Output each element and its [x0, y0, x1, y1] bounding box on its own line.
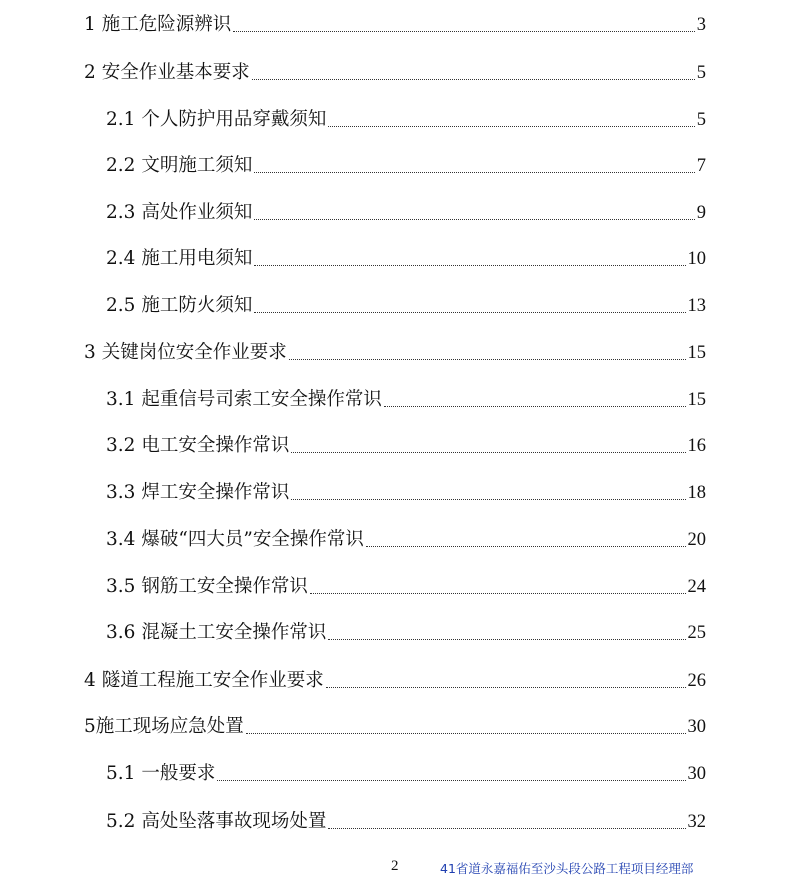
toc-entry-title: 混凝土工安全操作常识: [141, 622, 327, 643]
toc-entry-title: 施工防火须知: [141, 295, 253, 316]
toc-entry-title: 起重信号司索工安全操作常识: [141, 389, 382, 410]
toc-entry-5[interactable]: [84, 714, 706, 740]
toc-entry-number: 2.3: [106, 202, 136, 223]
toc-entry-number: 2.1: [106, 109, 136, 130]
toc-entry-title: 焊工安全操作常识: [141, 482, 290, 503]
toc-entry-number: 5.1: [106, 763, 136, 784]
toc-entry-number: 3.4: [106, 529, 136, 550]
toc-entry-title: 关键岗位安全作业要求: [101, 342, 287, 363]
toc-dot-leader: [246, 733, 686, 734]
toc-entry-number: 2: [84, 62, 96, 83]
toc-entry-number: 2.4: [106, 248, 136, 269]
toc-entry-3-3[interactable]: [106, 480, 706, 506]
toc-entry-title: 文明施工须知: [141, 155, 253, 176]
toc-entry-page: 5: [696, 110, 706, 130]
toc-entry-page: 26: [687, 671, 706, 691]
toc-entry-number: 3: [84, 342, 96, 363]
toc-entry-4[interactable]: [84, 668, 706, 694]
toc-entry-2[interactable]: [84, 60, 706, 86]
toc-entry-page: 15: [687, 343, 706, 363]
toc-entry-5-1[interactable]: [106, 761, 706, 787]
toc-dot-leader: [291, 499, 685, 500]
toc-entry-page: 3: [696, 15, 706, 35]
toc-entry-number: 3.1: [106, 389, 136, 410]
footer-organization: 41省道永嘉福佑至沙头段公路工程项目经理部: [440, 861, 694, 876]
toc-dot-leader: [328, 126, 694, 127]
toc-dot-leader: [217, 780, 685, 781]
toc-entry-page: 7: [696, 156, 706, 176]
toc-dot-leader: [328, 828, 685, 829]
toc-entry-page: 9: [696, 203, 706, 223]
toc-entry-2-5[interactable]: [106, 293, 706, 319]
toc-entry-1[interactable]: [84, 12, 706, 38]
toc-entry-2-2[interactable]: [106, 153, 706, 179]
toc-entry-number: 3.6: [106, 622, 136, 643]
toc-entry-page: 15: [687, 390, 706, 410]
toc-dot-leader: [291, 452, 685, 453]
toc-entry-title: 高处作业须知: [141, 202, 253, 223]
toc-entry-page: 10: [687, 249, 706, 269]
toc-entry-2-4[interactable]: [106, 246, 706, 272]
toc-entry-page: 5: [696, 63, 706, 83]
toc-entry-page: 13: [687, 296, 706, 316]
toc-entry-number: 3.2: [106, 435, 136, 456]
toc-dot-leader: [328, 639, 685, 640]
toc-dot-leader: [254, 312, 685, 313]
toc-entry-title: 个人防护用品穿戴须知: [141, 109, 327, 130]
toc-entry-2-1[interactable]: [106, 107, 706, 133]
toc-entry-number: 3.5: [106, 576, 136, 597]
toc-entry-3-2[interactable]: [106, 433, 706, 459]
toc-entry-page: 16: [687, 436, 706, 456]
toc-dot-leader: [289, 359, 686, 360]
toc-entry-page: 32: [687, 812, 706, 832]
toc-entry-3[interactable]: [84, 340, 706, 366]
toc-entry-title: 施工用电须知: [141, 248, 253, 269]
toc-entry-page: 30: [687, 717, 706, 737]
footer-page-number: 2: [391, 858, 399, 874]
toc-dot-leader: [252, 79, 695, 80]
toc-dot-leader: [366, 546, 686, 547]
toc-entry-page: 18: [687, 483, 706, 503]
toc-entry-5-2[interactable]: [106, 809, 706, 835]
toc-entry-number: 5.2: [106, 811, 136, 832]
toc-entry-title: 施工现场应急处置: [95, 716, 244, 737]
toc-entry-3-5[interactable]: [106, 574, 706, 600]
toc-entry-number: 2.2: [106, 155, 136, 176]
toc-entry-number: 3.3: [106, 482, 136, 503]
toc-entry-3-6[interactable]: [106, 620, 706, 646]
toc-entry-title: 隧道工程施工安全作业要求: [101, 670, 324, 691]
toc-entry-number: 4: [84, 670, 96, 691]
toc-dot-leader: [233, 31, 694, 32]
toc-entry-number: 1: [84, 14, 96, 35]
toc-entry-page: 25: [687, 623, 706, 643]
toc-entry-3-1[interactable]: [106, 387, 706, 413]
toc-entry-title: 钢筋工安全操作常识: [141, 576, 308, 597]
toc-entry-title: 高处坠落事故现场处置: [141, 811, 327, 832]
toc-entry-3-4[interactable]: [106, 527, 706, 553]
toc-dot-leader: [384, 406, 686, 407]
toc-entry-number: 2.5: [106, 295, 136, 316]
toc-entry-2-3[interactable]: [106, 200, 706, 226]
toc-dot-leader: [254, 172, 694, 173]
toc-entry-page: 20: [687, 530, 706, 550]
toc-dot-leader: [326, 687, 686, 688]
toc-entry-title: 安全作业基本要求: [101, 62, 250, 83]
toc-entry-title: 爆破“四大员”安全操作常识: [141, 529, 364, 550]
toc-dot-leader: [254, 265, 685, 266]
toc-entry-number: 5: [84, 716, 96, 737]
page-footer: [0, 858, 793, 878]
toc-dot-leader: [310, 593, 686, 594]
toc-entry-title: 电工安全操作常识: [141, 435, 290, 456]
toc-dot-leader: [254, 219, 694, 220]
toc-entry-title: 施工危险源辨识: [101, 14, 232, 35]
toc-entry-page: 30: [687, 764, 706, 784]
toc-entry-page: 24: [687, 577, 706, 597]
toc-entry-title: 一般要求: [141, 763, 216, 784]
